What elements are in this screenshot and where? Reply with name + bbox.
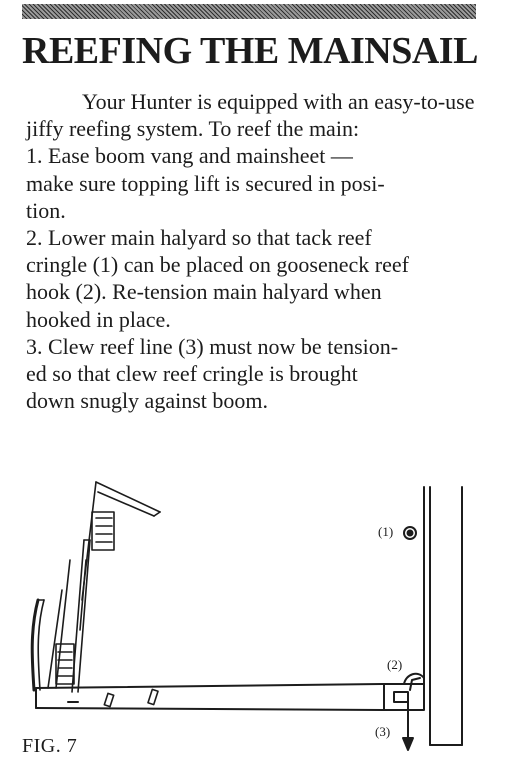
reefing-diagram bbox=[0, 470, 512, 770]
instructions bbox=[26, 88, 484, 414]
tack-reef-cringle bbox=[404, 527, 416, 539]
callout-1: (1) bbox=[378, 524, 394, 539]
header-rule bbox=[22, 4, 476, 19]
step-2 bbox=[26, 224, 484, 333]
step-line: make sure topping lift is secured in posi- bbox=[26, 170, 385, 196]
callout-3: (3) bbox=[375, 724, 391, 739]
intro-paragraph: Your Hunter is equipped with an easy-to-use jiffy reefing system. To reef the main: bbox=[26, 89, 475, 142]
boom bbox=[36, 684, 386, 710]
figure-caption: FIG. 7 bbox=[22, 735, 78, 757]
gooseneck-reef-hook bbox=[384, 674, 424, 710]
step-line: 1. Ease boom vang and mainsheet — bbox=[26, 143, 353, 169]
step-line: 3. Clew reef line (3) must now be tension- bbox=[26, 333, 399, 359]
step-1 bbox=[26, 142, 484, 224]
step-line: hook (2). Re-tension main halyard when bbox=[26, 279, 382, 305]
page-title: REEFING THE MAINSAIL bbox=[22, 30, 478, 72]
mast bbox=[424, 487, 462, 745]
step-line: 2. Lower main halyard so that tack reef bbox=[26, 225, 372, 251]
sail-bundle bbox=[32, 482, 160, 692]
step-line: cringle (1) can be placed on gooseneck reef bbox=[26, 252, 409, 278]
step-3 bbox=[26, 333, 484, 415]
step-line: down snugly against boom. bbox=[26, 388, 268, 414]
callout-2: (2) bbox=[387, 657, 403, 672]
step-line: hooked in place. bbox=[26, 306, 171, 332]
step-line: tion. bbox=[26, 197, 66, 223]
step-line: ed so that clew reef cringle is brought bbox=[26, 361, 358, 387]
